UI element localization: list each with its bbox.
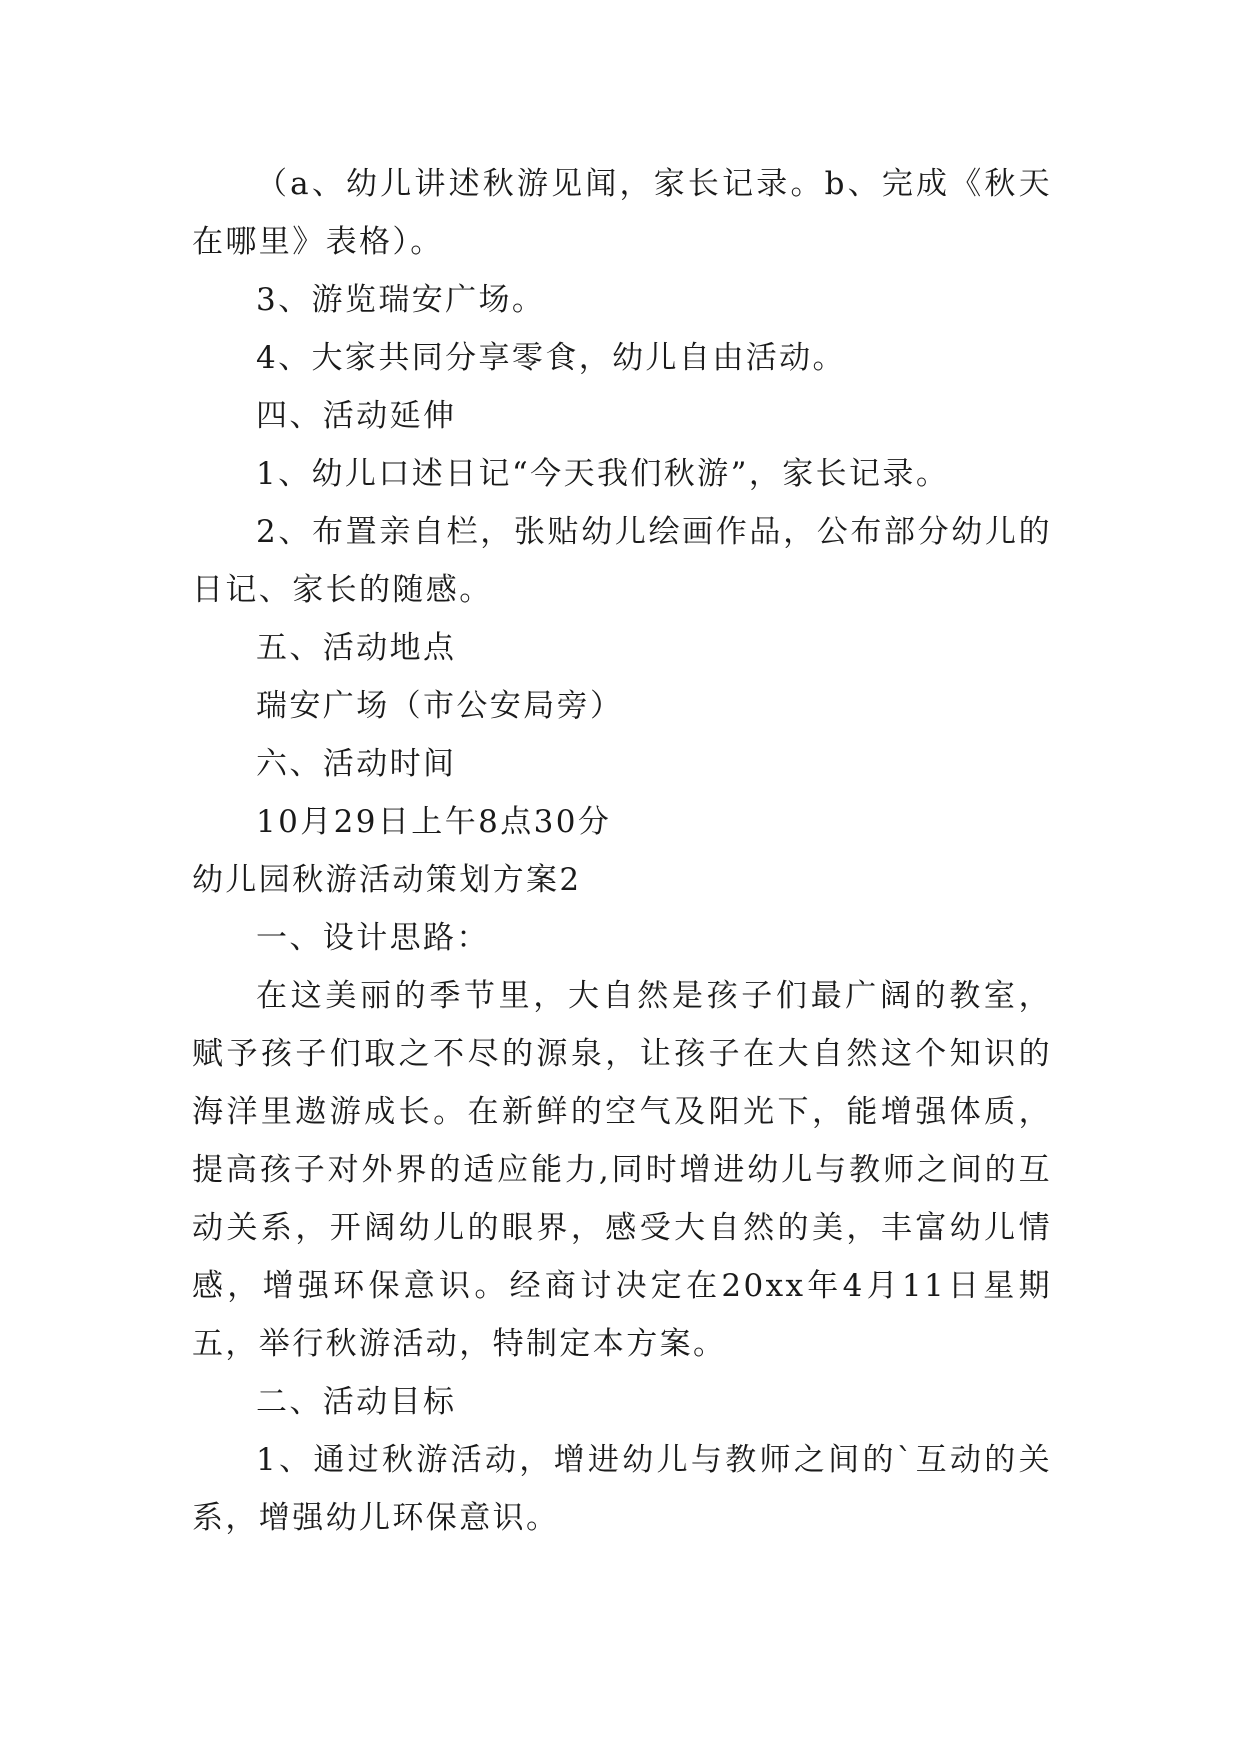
paragraph-location: 瑞安广场（市公安局旁） xyxy=(256,688,624,724)
heading-activity-goals: 二、活动目标 xyxy=(256,1384,457,1420)
paragraph-design-idea: 在这美丽的季节里，大自然是孩子们最广阔的教室，赋予孩子们取之不尽的源泉，让孩子在大自然这个知识的海洋里遨游成长。在新鲜的空气及阳光下，能增强体质，提高孩子对外界的适应能力,同时增进幼儿与教师之间的互动关系，开阔幼儿的眼界，感受大自然的美，丰富幼儿情感，增强环保意识。经商讨决定在20xx年4月11日星期五，举行秋游活动，特制定本方案。 xyxy=(192,978,1052,1362)
paragraph-extension-2: 2、布置亲自栏，张贴幼儿绘画作品，公布部分幼儿的日记、家长的随感。 xyxy=(192,514,1052,608)
heading-activity-location: 五、活动地点 xyxy=(256,630,457,666)
document-body xyxy=(192,155,1052,1547)
heading-design-idea: 一、设计思路： xyxy=(256,920,490,956)
heading-activity-time: 六、活动时间 xyxy=(256,746,457,782)
section-title-plan-2: 幼儿园秋游活动策划方案2 xyxy=(192,862,582,898)
paragraph-time: 10月29日上午8点30分 xyxy=(256,804,612,840)
paragraph-step-3: 3、游览瑞安广场。 xyxy=(256,282,546,318)
heading-activity-extension: 四、活动延伸 xyxy=(256,398,457,434)
paragraph-activity-record: （a、幼儿讲述秋游见闻，家长记录。b、完成《秋天在哪里》表格）。 xyxy=(192,166,1052,260)
paragraph-extension-1: 1、幼儿口述日记“今天我们秋游”，家长记录。 xyxy=(256,456,950,492)
paragraph-step-4: 4、大家共同分享零食，幼儿自由活动。 xyxy=(256,340,846,376)
paragraph-goal-1: 1、通过秋游活动，增进幼儿与教师之间的`互动的关系，增强幼儿环保意识。 xyxy=(192,1442,1052,1536)
